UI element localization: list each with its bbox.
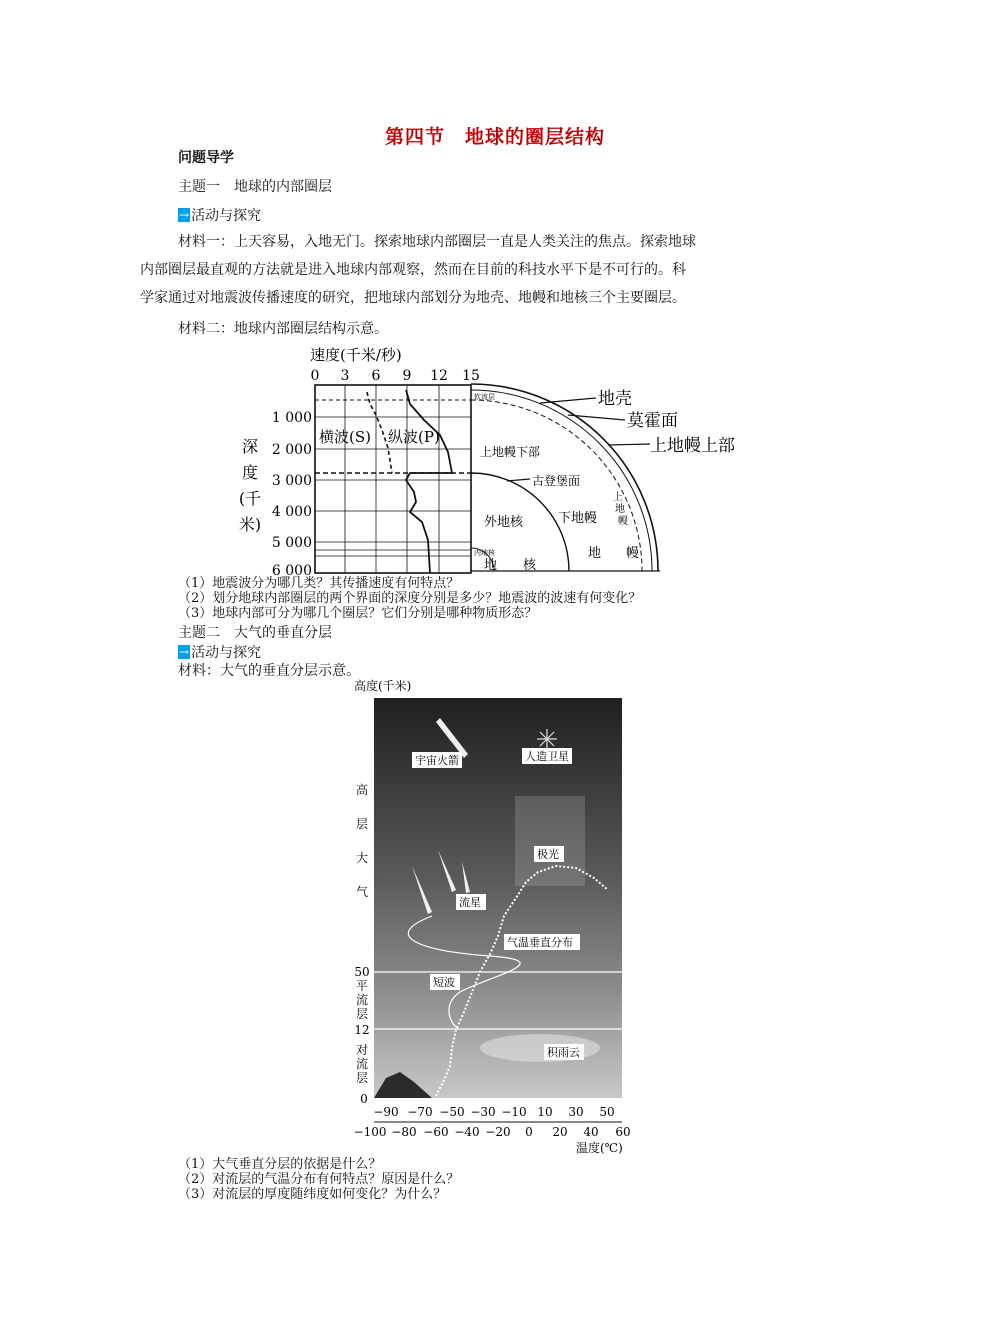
outer-core-label: 外地核 [484,515,524,530]
topic2-material: 材料：大气的垂直分层示意。 [178,663,360,679]
core-label-di: 地 [484,558,498,573]
speed-tick: 0 [310,368,320,384]
depth-tick: 3 000 [271,473,312,489]
asthenosphere-label: 软流层 [474,393,495,401]
chart-frame [315,385,471,573]
temp-tick: −50 [439,1105,465,1119]
rocket-label: 宇宙火箭 [415,754,459,767]
topic1-activity-label: 活动与探究 [191,208,262,224]
atmosphere-background [374,698,622,1098]
speed-tick: 3 [340,368,350,384]
section-heading: 问题导学 [178,150,234,166]
upper-atm-char: 高 [355,783,369,797]
upper-atm-char: 大 [355,851,369,865]
temp-tick: −90 [373,1105,399,1119]
depth-axis-char: 米) [238,515,262,534]
topic2-title: 主题二 大气的垂直分层 [178,625,332,641]
alt-mark-12: 12 [354,1023,370,1037]
upper-mantle-upper-label: 上地幔上部 [650,436,735,456]
arrow-icon: → [179,208,190,222]
depth-axis-char: 度 [241,463,259,482]
crust-label: 地壳 [598,389,632,409]
aurora-label: 极光 [537,848,559,861]
p-wave-label: 纵波(P) [388,428,440,446]
upper-atm-char: 层 [355,817,369,831]
satellite-icon [537,729,557,749]
arrow-icon: → [179,645,190,659]
mantle-label-man: 幔 [626,546,640,561]
temp-tick: 0 [525,1125,533,1139]
upper-mantle-vert: 地 [615,504,625,515]
shortwave-label: 短波 [433,976,455,989]
depth-tick: 6 000 [271,563,312,579]
temp-tick: 60 [615,1125,631,1139]
temp-tick: 40 [583,1125,599,1139]
temp-tick: −20 [485,1125,511,1139]
trop-char: 流 [355,1057,369,1071]
temp-tick: 50 [599,1105,615,1119]
speed-tick: 15 [462,368,480,384]
upper-atm-char: 气 [355,885,369,899]
strat-char: 流 [355,993,369,1007]
temp-tick: 20 [552,1125,568,1139]
topic1-title: 主题一 地球的内部圈层 [178,179,332,195]
topic2-activity-label: 活动与探究 [191,645,262,661]
temp-tick: −70 [407,1105,433,1119]
gutenberg-label: 古登堡面 [532,474,581,488]
depth-tick: 4 000 [271,504,312,520]
temp-tick: −60 [423,1125,449,1139]
temp-tick: −40 [454,1125,480,1139]
grid-lines [315,385,471,573]
temp-ticks-top [373,1105,614,1119]
temp-tick: −10 [501,1105,527,1119]
upper-mantle-lower-label: 上地幔下部 [480,445,541,459]
temp-axis-title: 温度(℃) [576,1141,623,1155]
depth-tick: 5 000 [271,535,312,551]
question-item: （3）地球内部可分为哪几个圈层？它们分别是哪种物质形态？ [178,606,538,621]
question-item: （2）对流层的气温分布有何特点？原因是什么？ [178,1172,460,1187]
topic2-questions [178,1157,459,1202]
upper-mantle-vert: 幔 [618,516,628,527]
alt-mark-50: 50 [354,965,370,979]
topic1-material1 [140,228,798,312]
atmosphere-figure [340,676,650,1156]
speed-tick: 12 [430,368,448,384]
topic1-material2: 材料二：地球内部圈层结构示意。 [178,321,388,337]
strat-char: 层 [355,1007,369,1021]
upper-mantle-vert: 上 [613,492,623,503]
page-title: 第四节 地球的圈层结构 [384,126,605,148]
temp-ticks-bottom [354,1125,631,1139]
temp-tick: 30 [568,1105,584,1119]
question-item: （1）大气垂直分层的依据是什么？ [178,1157,382,1172]
temp-tick: −100 [353,1125,387,1139]
temp-curve-label: 气温垂直分布 [507,936,573,949]
depth-tick: 2 000 [271,442,312,458]
depth-axis-char: 深 [241,437,259,456]
inner-core-label: 内地核 [474,549,495,557]
topic1-questions [178,576,641,621]
material1-line2: 内部圈层最直观的方法就是进入地球内部观察，然而在目前的科技水平下是不可行的。科 [140,262,686,278]
material1-line3: 学家通过对地震波传播速度的研究，把地球内部划分为地壳、地幔和地核三个主要圈层。 [140,290,686,306]
lower-mantle-label: 下地幔 [558,511,598,526]
depth-axis-char: (千 [238,489,262,508]
trop-char: 对 [355,1043,369,1057]
temp-tick: −80 [391,1125,417,1139]
topic2-activity [178,645,261,661]
meteor-label: 流星 [459,896,481,909]
question-item: （1）地震波分为哪几类？其传播速度有何特点？ [178,576,460,591]
speed-tick: 9 [402,368,412,384]
trop-char: 层 [355,1071,369,1085]
cloud-label: 积雨云 [547,1046,580,1059]
altitude-axis-title: 高度(千米) [354,679,412,693]
speed-tick: 6 [371,368,381,384]
p-wave-curve [406,390,452,573]
strat-char: 平 [355,979,369,993]
core-label-he: 核 [523,558,537,573]
temp-tick: −30 [470,1105,496,1119]
mantle-label-di: 地 [588,546,602,561]
satellite-label: 人造卫星 [525,750,569,763]
question-item: （3）对流层的厚度随纬度如何变化？为什么？ [178,1187,447,1202]
depth-tick: 1 000 [271,410,312,426]
earth-interior-figure [230,340,735,580]
alt-mark-0: 0 [360,1092,368,1106]
temp-tick: 10 [537,1105,553,1119]
moho-label: 莫霍面 [627,411,678,431]
aurora-glow [515,796,585,886]
speed-axis-title: 速度(千米/秒) [310,346,402,364]
s-wave-label: 横波(S) [319,428,371,446]
topic1-activity [178,205,261,225]
material1-line1: 材料一：上天容易，入地无门。探索地球内部圈层一直是人类关注的焦点。探索地球 [178,234,696,250]
question-item: （2）划分地球内部圈层的两个界面的深度分别是多少？地震波的波速有何变化？ [178,591,642,606]
